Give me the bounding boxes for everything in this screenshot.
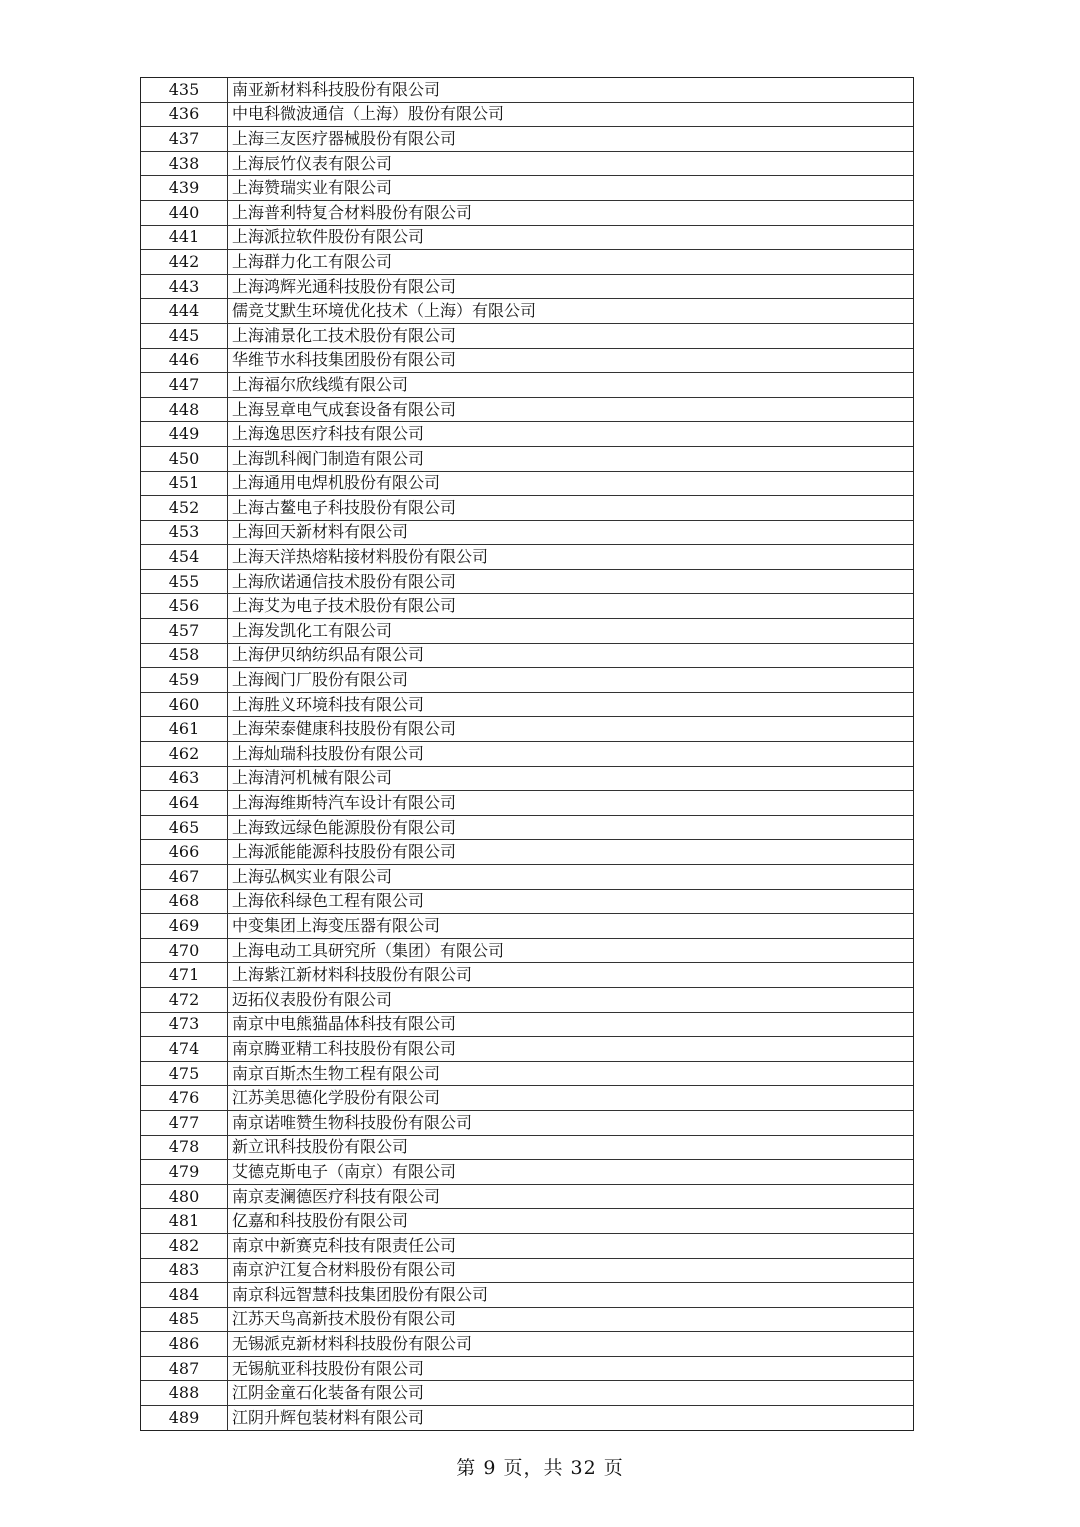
company-name: 上海派拉软件股份有限公司	[228, 225, 914, 250]
table-row	[141, 791, 913, 816]
table-row	[141, 1184, 913, 1209]
company-name: 上海艾为电子技术股份有限公司	[228, 594, 914, 619]
row-number: 465	[141, 815, 228, 840]
table-row	[141, 668, 913, 693]
company-name: 上海浦景化工技术股份有限公司	[228, 323, 914, 348]
table-row	[141, 373, 913, 398]
company-name: 上海清河机械有限公司	[228, 766, 914, 791]
row-number: 443	[141, 274, 228, 299]
row-number: 460	[141, 692, 228, 717]
table-row	[141, 692, 913, 717]
row-number: 487	[141, 1356, 228, 1381]
company-name: 上海辰竹仪表有限公司	[228, 151, 914, 176]
row-number: 451	[141, 471, 228, 496]
row-number: 481	[141, 1209, 228, 1234]
row-number: 455	[141, 569, 228, 594]
table-row	[141, 1160, 913, 1185]
table-row	[141, 102, 913, 127]
company-name: 上海鸿辉光通科技股份有限公司	[228, 274, 914, 299]
row-number: 436	[141, 102, 228, 127]
table-row	[141, 496, 913, 521]
table-row	[141, 643, 913, 668]
row-number: 477	[141, 1110, 228, 1135]
company-name: 南京腾亚精工科技股份有限公司	[228, 1037, 914, 1062]
row-number: 480	[141, 1184, 228, 1209]
table-row	[141, 1037, 913, 1062]
table-row	[141, 1110, 913, 1135]
company-name: 华维节水科技集团股份有限公司	[228, 348, 914, 373]
row-number: 448	[141, 397, 228, 422]
row-number: 438	[141, 151, 228, 176]
table-row	[141, 200, 913, 225]
table-row	[141, 1332, 913, 1357]
table-row	[141, 176, 913, 201]
company-name: 江苏天鸟高新技术股份有限公司	[228, 1307, 914, 1332]
company-name: 上海三友医疗器械股份有限公司	[228, 127, 914, 152]
row-number: 442	[141, 250, 228, 275]
company-name: 上海伊贝纳纺织品有限公司	[228, 643, 914, 668]
row-number: 449	[141, 422, 228, 447]
row-number: 489	[141, 1406, 228, 1430]
company-name: 上海福尔欣线缆有限公司	[228, 373, 914, 398]
company-name: 上海逸思医疗科技有限公司	[228, 422, 914, 447]
table-row	[141, 914, 913, 939]
row-number: 445	[141, 323, 228, 348]
row-number: 459	[141, 668, 228, 693]
table-row	[141, 717, 913, 742]
row-number: 464	[141, 791, 228, 816]
company-name: 上海通用电焊机股份有限公司	[228, 471, 914, 496]
row-number: 437	[141, 127, 228, 152]
table-row	[141, 1086, 913, 1111]
company-name: 江阴金童石化装备有限公司	[228, 1381, 914, 1406]
table-row	[141, 938, 913, 963]
company-name: 中变集团上海变压器有限公司	[228, 914, 914, 939]
company-name: 上海发凯化工有限公司	[228, 619, 914, 644]
row-number: 458	[141, 643, 228, 668]
table-row	[141, 1233, 913, 1258]
company-name: 南京沪江复合材料股份有限公司	[228, 1258, 914, 1283]
table-row	[141, 225, 913, 250]
company-name: 南京中电熊猫晶体科技有限公司	[228, 1012, 914, 1037]
row-number: 453	[141, 520, 228, 545]
company-name: 上海灿瑞科技股份有限公司	[228, 742, 914, 767]
company-name: 南亚新材料科技股份有限公司	[228, 78, 914, 102]
company-table	[140, 77, 914, 1431]
row-number: 452	[141, 496, 228, 521]
table-row	[141, 1356, 913, 1381]
table-row	[141, 889, 913, 914]
row-number: 482	[141, 1233, 228, 1258]
row-number: 473	[141, 1012, 228, 1037]
table-row	[141, 1381, 913, 1406]
table-row	[141, 1209, 913, 1234]
table-row	[141, 422, 913, 447]
table-row	[141, 766, 913, 791]
table-row	[141, 987, 913, 1012]
row-number: 467	[141, 865, 228, 890]
company-name: 上海派能能源科技股份有限公司	[228, 840, 914, 865]
page-footer: 第 9 页，共 32 页	[456, 1457, 624, 1479]
company-name: 中电科微波通信（上海）股份有限公司	[228, 102, 914, 127]
table-row	[141, 299, 913, 324]
company-name: 无锡派克新材料科技股份有限公司	[228, 1332, 914, 1357]
table-row	[141, 1012, 913, 1037]
table-row	[141, 1135, 913, 1160]
row-number: 472	[141, 987, 228, 1012]
row-number: 454	[141, 545, 228, 570]
row-number: 439	[141, 176, 228, 201]
row-number: 468	[141, 889, 228, 914]
row-number: 475	[141, 1061, 228, 1086]
company-name: 上海电动工具研究所（集团）有限公司	[228, 938, 914, 963]
company-name: 艾德克斯电子（南京）有限公司	[228, 1160, 914, 1185]
table-row	[141, 274, 913, 299]
row-number: 435	[141, 78, 228, 102]
row-number: 457	[141, 619, 228, 644]
row-number: 463	[141, 766, 228, 791]
company-name: 上海群力化工有限公司	[228, 250, 914, 275]
company-name: 上海弘枫实业有限公司	[228, 865, 914, 890]
table-row	[141, 151, 913, 176]
company-name: 上海荣泰健康科技股份有限公司	[228, 717, 914, 742]
company-name: 上海紫江新材料科技股份有限公司	[228, 963, 914, 988]
row-number: 441	[141, 225, 228, 250]
company-name: 上海胜义环境科技有限公司	[228, 692, 914, 717]
table-row	[141, 348, 913, 373]
row-number: 450	[141, 446, 228, 471]
row-number: 461	[141, 717, 228, 742]
company-name: 上海天洋热熔粘接材料股份有限公司	[228, 545, 914, 570]
company-name: 江阴升辉包装材料有限公司	[228, 1406, 914, 1430]
company-name: 南京百斯杰生物工程有限公司	[228, 1061, 914, 1086]
row-number: 470	[141, 938, 228, 963]
company-name: 江苏美思德化学股份有限公司	[228, 1086, 914, 1111]
company-name: 南京科远智慧科技集团股份有限公司	[228, 1283, 914, 1308]
row-number: 447	[141, 373, 228, 398]
company-name: 无锡航亚科技股份有限公司	[228, 1356, 914, 1381]
row-number: 478	[141, 1135, 228, 1160]
table-row	[141, 1283, 913, 1308]
table-row	[141, 594, 913, 619]
row-number: 466	[141, 840, 228, 865]
table-row	[141, 127, 913, 152]
row-number: 440	[141, 200, 228, 225]
row-number: 471	[141, 963, 228, 988]
row-number: 456	[141, 594, 228, 619]
company-name: 上海凯科阀门制造有限公司	[228, 446, 914, 471]
row-number: 474	[141, 1037, 228, 1062]
table-row	[141, 815, 913, 840]
company-name: 上海阀门厂股份有限公司	[228, 668, 914, 693]
company-name: 南京麦澜德医疗科技有限公司	[228, 1184, 914, 1209]
company-name: 儒竞艾默生环境优化技术（上海）有限公司	[228, 299, 914, 324]
table-row	[141, 865, 913, 890]
table-row	[141, 250, 913, 275]
table-row	[141, 569, 913, 594]
row-number: 483	[141, 1258, 228, 1283]
table-row	[141, 840, 913, 865]
row-number: 485	[141, 1307, 228, 1332]
company-name: 上海古鳌电子科技股份有限公司	[228, 496, 914, 521]
table-row	[141, 1307, 913, 1332]
table-row	[141, 397, 913, 422]
company-name: 迈拓仪表股份有限公司	[228, 987, 914, 1012]
company-name: 上海昱章电气成套设备有限公司	[228, 397, 914, 422]
row-number: 444	[141, 299, 228, 324]
row-number: 484	[141, 1283, 228, 1308]
company-name: 亿嘉和科技股份有限公司	[228, 1209, 914, 1234]
table-row	[141, 1258, 913, 1283]
company-name: 新立讯科技股份有限公司	[228, 1135, 914, 1160]
table-row	[141, 446, 913, 471]
company-name: 上海海维斯特汽车设计有限公司	[228, 791, 914, 816]
row-number: 476	[141, 1086, 228, 1111]
table-row	[141, 78, 913, 102]
table-row	[141, 1061, 913, 1086]
row-number: 469	[141, 914, 228, 939]
row-number: 462	[141, 742, 228, 767]
table-row	[141, 963, 913, 988]
row-number: 446	[141, 348, 228, 373]
table-row	[141, 545, 913, 570]
row-number: 479	[141, 1160, 228, 1185]
company-name: 上海欣诺通信技术股份有限公司	[228, 569, 914, 594]
company-name: 上海回天新材料有限公司	[228, 520, 914, 545]
company-name: 南京中新赛克科技有限责任公司	[228, 1233, 914, 1258]
row-number: 488	[141, 1381, 228, 1406]
table-row	[141, 323, 913, 348]
company-name: 南京诺唯赞生物科技股份有限公司	[228, 1110, 914, 1135]
company-name: 上海普利特复合材料股份有限公司	[228, 200, 914, 225]
table-row	[141, 742, 913, 767]
table-row	[141, 520, 913, 545]
company-name: 上海赞瑞实业有限公司	[228, 176, 914, 201]
table-row	[141, 1406, 913, 1430]
table-row	[141, 619, 913, 644]
company-name: 上海致远绿色能源股份有限公司	[228, 815, 914, 840]
table-body	[141, 78, 913, 1430]
company-name: 上海依科绿色工程有限公司	[228, 889, 914, 914]
row-number: 486	[141, 1332, 228, 1357]
table-row	[141, 471, 913, 496]
